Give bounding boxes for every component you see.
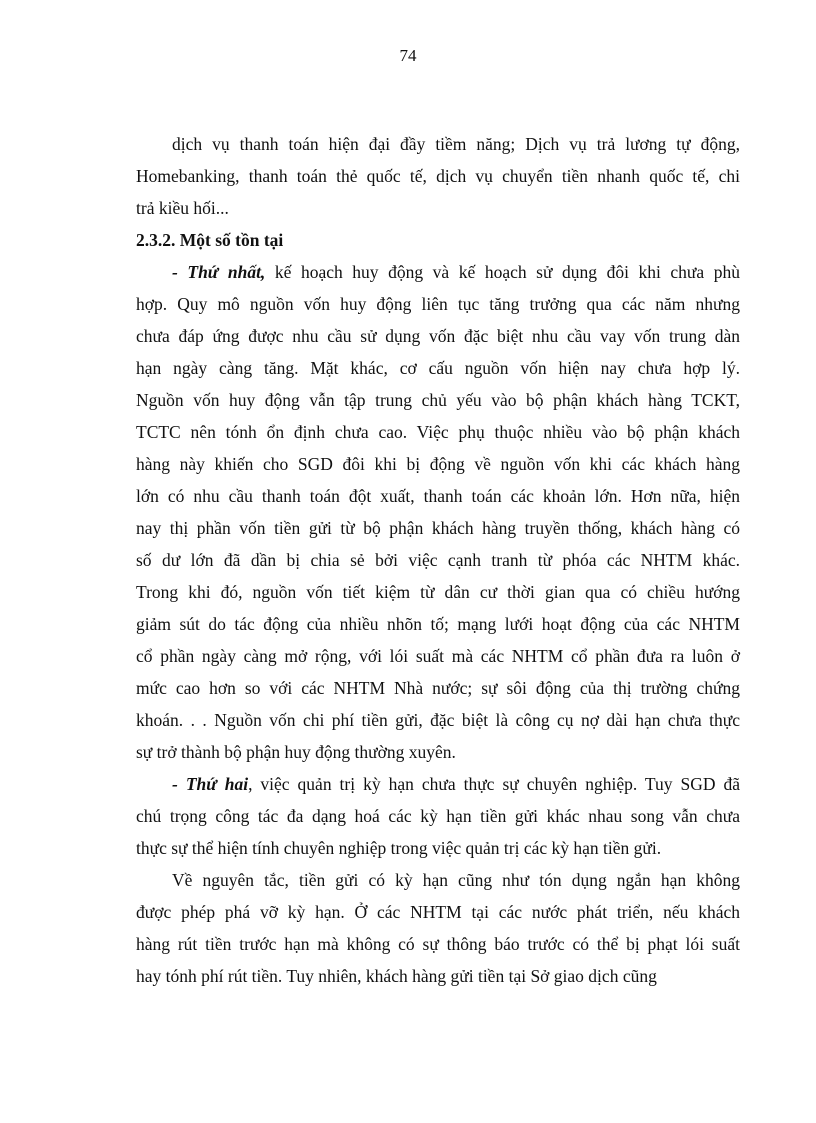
text-line: chú trọng công tác đa dạng hoá các kỳ hạn tiền gửi khác nhau song vẫn chưa bbox=[136, 806, 740, 826]
text-line: hợp. Quy mô nguồn vốn huy động liên tục tăng trưởng qua các năm nhưng bbox=[136, 294, 740, 314]
body-text bbox=[136, 128, 740, 992]
text-line: mức cao hơn so với các NHTM Nhà nước; sự sôi động của thị trường chứng bbox=[136, 678, 740, 698]
text-line: hạn ngày càng tăng. Mặt khác, cơ cấu nguồn vốn hiện nay chưa hợp lý. bbox=[136, 358, 740, 378]
text-line: dịch vụ thanh toán hiện đại đầy tiềm năng; Dịch vụ trả lương tự động, bbox=[172, 134, 740, 154]
text-line: Về nguyên tắc, tiền gửi có kỳ hạn cũng như tón dụng ngắn hạn không bbox=[172, 870, 740, 890]
text-line: số dư lớn đã dần bị chia sẻ bởi việc cạnh tranh từ phóa các NHTM khác. bbox=[136, 550, 740, 570]
text-line: chưa đáp ứng được nhu cầu sử dụng vốn đặc biệt nhu cầu vay vốn trung dàn bbox=[136, 326, 740, 346]
lead-phrase: - Thứ hai bbox=[172, 774, 249, 794]
section-heading: 2.3.2. Một số tồn tại bbox=[136, 230, 284, 250]
text-line: hàng này khiến cho SGD đôi khi bị động về nguồn vốn khi các khách hàng bbox=[136, 454, 740, 474]
paragraph-principle bbox=[136, 864, 740, 992]
text-line: khoán. . . Nguồn vốn chi phí tiền gửi, đặc biệt là công cụ nợ dài hạn chưa thực bbox=[136, 710, 740, 730]
text-line: hàng rút tiền trước hạn mà không có sự thông báo trước có thể bị phạt lói suất bbox=[136, 934, 740, 954]
paragraph-second-issue bbox=[136, 768, 740, 864]
paragraph-first-issue bbox=[136, 256, 740, 768]
text-line: lớn có nhu cầu thanh toán đột xuất, thanh toán các khoản lớn. Hơn nữa, hiện bbox=[136, 486, 740, 506]
page-number: 74 bbox=[399, 46, 417, 65]
text-line bbox=[136, 768, 740, 800]
text-line: trả kiều hối... bbox=[136, 198, 229, 218]
text-line: Homebanking, thanh toán thẻ quốc tế, dịch vụ chuyển tiền nhanh quốc tế, chi bbox=[136, 166, 740, 186]
text-line: TCTC nên tónh ổn định chưa cao. Việc phụ thuộc nhiều vào bộ phận khách bbox=[136, 422, 740, 442]
text-line: được phép phá vỡ kỳ hạn. Ở các NHTM tại các nước phát triển, nếu khách bbox=[136, 902, 740, 922]
text-line bbox=[136, 256, 740, 288]
line-rest: , việc quản trị kỳ hạn chưa thực sự chuyên nghiệp. Tuy SGD đã bbox=[248, 774, 740, 794]
paragraph-services bbox=[136, 128, 740, 224]
text-line: cổ phần ngày càng mở rộng, với lói suất mà các NHTM cổ phần đưa ra luôn ở bbox=[136, 646, 740, 666]
lead-phrase: - Thứ nhất, bbox=[172, 262, 266, 282]
line-rest: kế hoạch huy động và kế hoạch sử dụng đôi khi chưa phù bbox=[265, 262, 740, 282]
text-line: nay thị phần vốn tiền gửi từ bộ phận khách hàng truyền thống, khách hàng có bbox=[136, 518, 740, 538]
text-line: giảm sút do tác động của nhiều nhõn tố; mạng lưới hoạt động của các NHTM bbox=[136, 614, 740, 634]
text-line: Trong khi đó, nguồn vốn tiết kiệm từ dân cư thời gian qua có chiều hướng bbox=[136, 582, 740, 602]
text-line: sự trở thành bộ phận huy động thường xuyên. bbox=[136, 742, 456, 762]
text-line: hay tónh phí rút tiền. Tuy nhiên, khách hàng gửi tiền tại Sở giao dịch cũng bbox=[136, 966, 657, 986]
text-line: Nguồn vốn huy động vẫn tập trung chủ yếu vào bộ phận khách hàng TCKT, bbox=[136, 390, 740, 410]
text-line: thực sự thể hiện tính chuyên nghiệp trong việc quản trị các kỳ hạn tiền gửi. bbox=[136, 838, 662, 858]
